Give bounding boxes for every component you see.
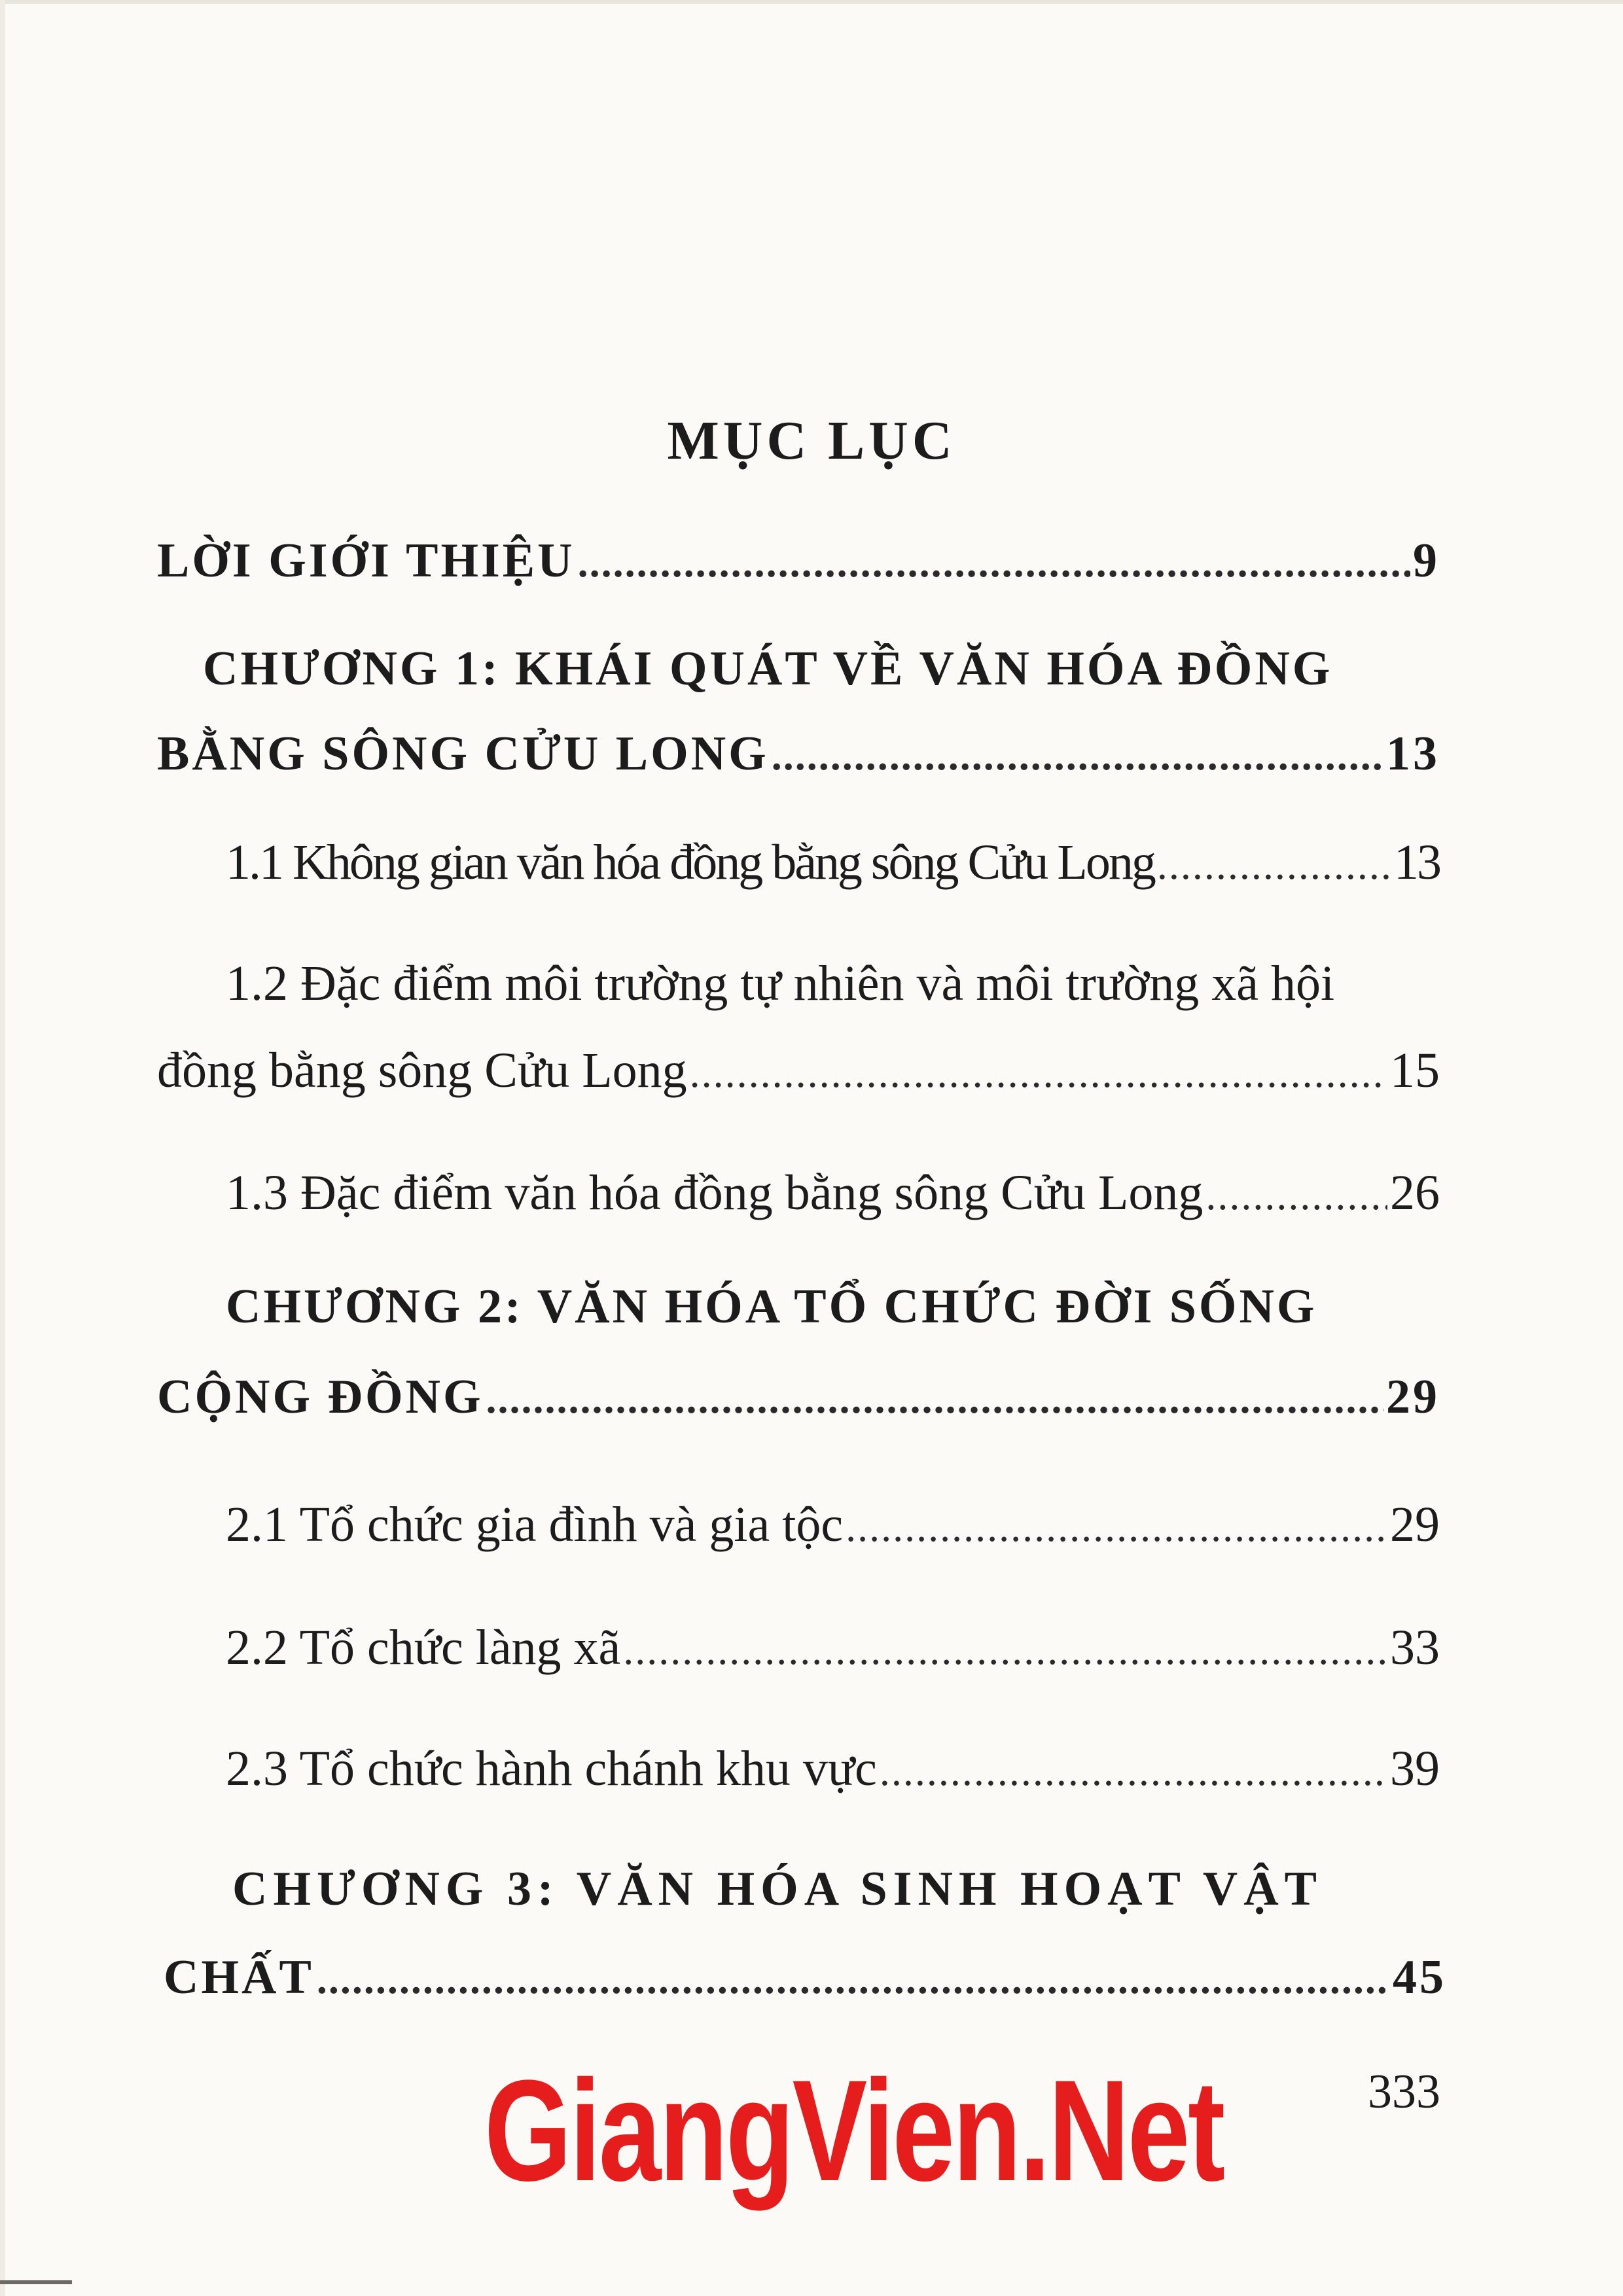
leader-dots xyxy=(623,1629,1387,1671)
leader-dots xyxy=(1157,844,1391,886)
toc-entry-page: 15 xyxy=(1390,1043,1440,1098)
toc-entry-page: 26 xyxy=(1390,1165,1440,1220)
toc-entry-label: 1.2 Đặc điểm môi trường tự nhiên và môi trường xã hội xyxy=(226,956,1335,1011)
leader-dots xyxy=(846,1506,1387,1548)
toc-entry-1-2 xyxy=(157,1043,1440,1098)
toc-entry-1-1 xyxy=(226,835,1440,890)
toc-entry-label: LỜI GIỚI THIỆU xyxy=(157,534,575,588)
page-edge xyxy=(0,0,5,2296)
toc-entry-label: BẰNG SÔNG CỬU LONG xyxy=(157,727,769,781)
toc-entry-label: 2.2 Tổ chức làng xã xyxy=(226,1620,621,1675)
toc-entry-1-2-line1 xyxy=(226,956,1440,1011)
leader-dots xyxy=(578,542,1410,584)
toc-entry-intro xyxy=(157,534,1440,588)
toc-entry-page: 45 xyxy=(1393,1951,1446,2004)
toc-entry-1-3 xyxy=(226,1165,1440,1220)
chapter-2-title-line1: CHƯƠNG 2: VĂN HÓA TỔ CHỨC ĐỜI SỐNG xyxy=(226,1280,1317,1333)
leader-dots xyxy=(1205,1174,1387,1216)
chapter-1-title-line1: CHƯƠNG 1: KHÁI QUÁT VỀ VĂN HÓA ĐỒNG xyxy=(203,642,1333,696)
toc-entry-label: 1.3 Đặc điểm văn hóa đồng bằng sông Cửu Long xyxy=(226,1165,1204,1220)
toc-entry-chapter-3 xyxy=(164,1953,1446,2002)
toc-entry-2-1 xyxy=(226,1497,1440,1552)
toc-entry-page: 33 xyxy=(1390,1620,1440,1675)
toc-entry-page: 39 xyxy=(1390,1741,1440,1796)
page-corner-mark xyxy=(0,2280,72,2284)
page-title: MỤC LỤC xyxy=(667,410,956,471)
toc-entry-label: 2.1 Tổ chức gia đình và gia tộc xyxy=(226,1497,844,1552)
toc-entry-label: CỘNG ĐỒNG xyxy=(157,1370,484,1424)
toc-entry-label: 2.3 Tổ chức hành chánh khu vực xyxy=(226,1741,877,1796)
page-edge xyxy=(0,0,1623,4)
leader-dots xyxy=(486,1378,1384,1420)
toc-entry-page: 29 xyxy=(1390,1497,1440,1552)
toc-entry-page: 9 xyxy=(1413,534,1440,588)
leader-dots xyxy=(880,1750,1387,1792)
toc-entry-label: CHẤT xyxy=(164,1951,314,2004)
toc-entry-2-2 xyxy=(226,1620,1440,1675)
toc-entry-page: 13 xyxy=(1386,727,1440,781)
watermark-logo: GiangVien.Net xyxy=(484,2050,1224,2211)
toc-entry-label: đồng bằng sông Cửu Long xyxy=(157,1043,687,1098)
toc-entry-chapter-2 xyxy=(157,1370,1440,1424)
leader-dots xyxy=(317,1958,1390,2000)
page-number: 333 xyxy=(1368,2065,1440,2119)
chapter-3-title-line1: CHƯƠNG 3: VĂN HÓA SINH HOẠT VẬT xyxy=(232,1862,1323,1916)
toc-entry-label: 1.1 Không gian văn hóa đồng bằng sông Cửu Long xyxy=(226,835,1154,890)
toc-entry-page: 29 xyxy=(1386,1370,1440,1424)
leader-dots xyxy=(772,735,1383,777)
toc-entry-chapter-1 xyxy=(157,727,1440,781)
leader-dots xyxy=(690,1052,1387,1094)
toc-entry-2-3 xyxy=(226,1741,1440,1796)
toc-entry-page: 13 xyxy=(1394,835,1440,890)
